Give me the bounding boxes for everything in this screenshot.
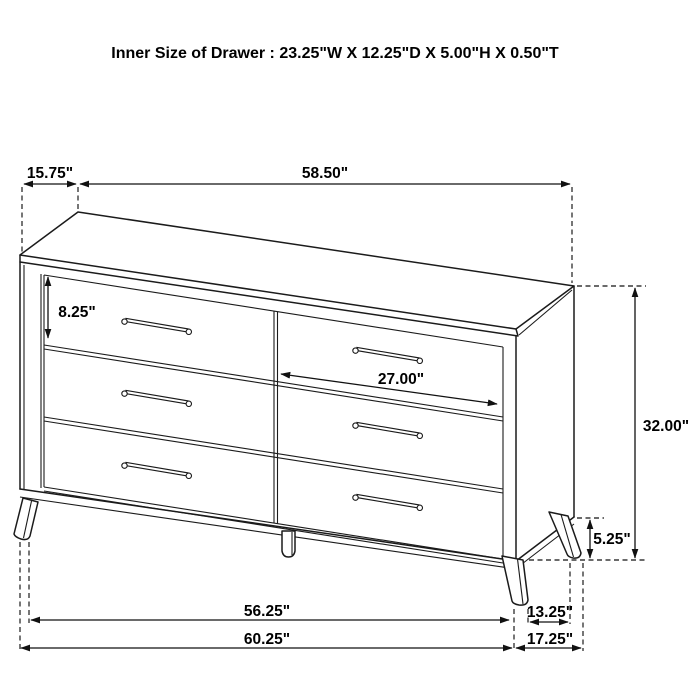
dimension-labels [27,165,689,648]
drawer-handle-bottom-right [353,494,423,510]
dim-label-total-height: 32.00" [642,418,690,435]
extension-guide-lines [20,187,646,651]
dim-label-drawer-front-height: 8.25" [58,304,96,321]
dim-label-total-depth: 17.25" [526,631,574,648]
dresser-top-board [20,212,574,336]
dresser-legs [14,498,581,605]
drawer-handle-bottom-left [122,462,192,478]
dim-label-foot-span-depth: 13.25" [526,604,574,621]
drawer-handles [122,318,423,510]
dim-label-leg-height: 5.25" [593,531,631,548]
drawer-handle-middle-left [122,390,192,406]
front-left-leg [14,498,38,540]
dim-label-drawer-width: 27.00" [377,371,425,388]
dim-label-top-width: 58.50" [301,165,349,182]
middle-leg [282,531,295,557]
drawer-handle-top-right [353,347,423,363]
drawer-handle-middle-right [353,422,423,438]
front-right-leg [502,556,528,605]
page-title: Inner Size of Drawer : 23.25"W X 12.25"D X 5.00"H X 0.50"T [111,45,559,62]
dim-label-foot-inner-width: 56.25" [243,603,291,620]
drawer-handle-top-left [122,318,192,334]
dim-label-total-width: 60.25" [243,631,291,648]
dimension-lines [21,184,635,648]
rear-right-leg [549,512,581,558]
dim-label-top-depth: 15.75" [26,165,74,182]
